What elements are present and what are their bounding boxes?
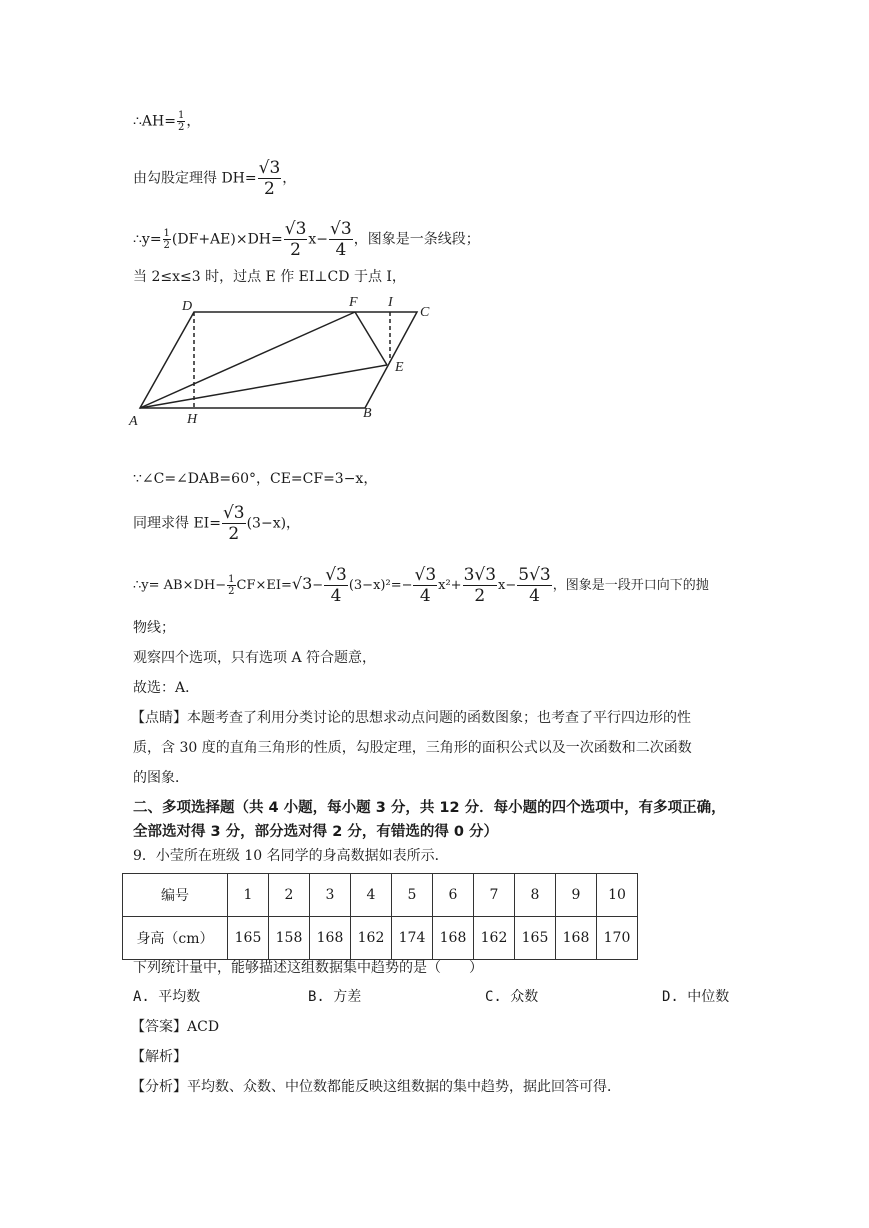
table-cell: 10 (597, 874, 638, 917)
segment-fe (355, 312, 387, 365)
line-observe: 观察四个选项，只有选项 A 符合题意， (133, 650, 377, 666)
option-d: D. 中位数 (662, 989, 730, 1005)
table-cell: 3 (310, 874, 351, 917)
question-9: 9．小莹所在班级 10 名同学的身高数据如表所示． (133, 848, 449, 864)
table-cell: 158 (269, 917, 310, 960)
table-cell: 6 (433, 874, 474, 917)
table-cell: 9 (556, 874, 597, 917)
table-cell: 168 (556, 917, 597, 960)
line-choose: 故选：A． (133, 680, 200, 696)
line-comment-1: 【点睛】本题考查了利用分类讨论的思想求动点问题的函数图象；也考查了平行四边形的性 (131, 710, 691, 726)
line-ei: 同理求得 EI= $\frac{√3}{2}$ (3−x)， (133, 503, 301, 544)
table-row-label: 身高（cm） (123, 917, 228, 960)
question-9-prompt: 下列统计量中，能够描述这组数据集中趋势的是（ ） (133, 960, 483, 976)
analysis-text: 【分析】平均数、众数、中位数都能反映这组数据的集中趋势，据此回答可得． (131, 1079, 621, 1095)
fraction: $\frac{1}{2}$ (163, 228, 170, 251)
text: ∴AH= (133, 113, 176, 130)
label-c: C (420, 305, 430, 320)
table-row (123, 917, 638, 960)
label-e: E (395, 360, 404, 375)
segment-af (140, 312, 355, 408)
line-dh: 由勾股定理得 DH= $\frac{√3}{2}$ ， (133, 158, 297, 199)
fraction: $\frac{√3}{4}$ (330, 219, 352, 260)
table-cell: 165 (515, 917, 556, 960)
table-cell: 174 (392, 917, 433, 960)
fraction: $\frac{1}{2}$ (228, 574, 235, 597)
table-cell: 7 (474, 874, 515, 917)
label-d: D (182, 299, 193, 314)
analysis-heading: 【解析】 (131, 1049, 187, 1065)
line-y-linear: ∴y= $\frac{1}{2}$ (DF+AE)×DH= $\frac{√3}{2}$ x− $\frac{√3}{4}$ ，图象是一条线段； (133, 219, 480, 260)
parallelogram-figure (125, 290, 445, 430)
table-cell: 168 (310, 917, 351, 960)
table-header-label: 编号 (123, 874, 228, 917)
table-cell: 162 (351, 917, 392, 960)
section-heading-2: 全部选对得 3 分，部分选对得 2 分，有错选的得 0 分） (133, 824, 499, 840)
height-table (122, 873, 638, 960)
table-cell: 170 (597, 917, 638, 960)
fraction: $\frac{√3}{2}$ (258, 158, 281, 199)
table-cell: 4 (351, 874, 392, 917)
fraction: $\frac{1}{2}$ (177, 110, 185, 133)
answer-line: 【答案】ACD (131, 1019, 220, 1035)
line-ah: ∴AH= $\frac{1}{2}$ ， (133, 110, 201, 133)
label-b: B (363, 406, 372, 421)
table-cell: 168 (433, 917, 474, 960)
line-angles: ∵∠C=∠DAB=60°，CE=CF=3−x， (133, 471, 378, 487)
table-cell: 1 (228, 874, 269, 917)
segment-ae (140, 365, 387, 408)
table-cell: 5 (392, 874, 433, 917)
label-f: F (349, 295, 358, 310)
parallelogram-abcd (140, 312, 417, 408)
label-a: A (129, 414, 138, 429)
option-c: C. 众数 (485, 989, 539, 1005)
table-row (123, 874, 638, 917)
line-comment-3: 的图象． (133, 770, 189, 786)
fraction: $\frac{5√3}{4}$ (518, 565, 551, 606)
fraction: $\frac{√3}{2}$ (222, 503, 245, 544)
line-case: 当 2≤x≤3 时，过点 E 作 EI⊥CD 于点 I， (133, 269, 406, 285)
table-cell: 8 (515, 874, 556, 917)
line-y-quadratic: ∴y= AB×DH− $\frac{1}{2}$ CF×EI=√3− $\frac{√3}{4}$ (3−x)²=− $\frac{√3}{4}$ x²+ $\frac{3√3}{2}$ x− $\frac{5√3}{4}$ ，图象是一段开口向下的抛 (133, 565, 709, 606)
line-comment-2: 质，含 30 度的直角三角形的性质，勾股定理，三角形的面积公式以及一次函数和二次函数 (133, 740, 692, 756)
fraction: $\frac{√3}{4}$ (325, 565, 347, 606)
fraction: $\frac{3√3}{2}$ (463, 565, 497, 606)
table-cell: 162 (474, 917, 515, 960)
table-cell: 2 (269, 874, 310, 917)
section-heading-1: 二、多项选择题（共 4 小题，每小题 3 分，共 12 分．每小题的四个选项中，有多项正确， (133, 800, 726, 816)
fraction: $\frac{√3}{2}$ (284, 219, 307, 260)
table-cell: 165 (228, 917, 269, 960)
line-parabola: 物线； (133, 620, 175, 636)
label-h: H (187, 412, 198, 427)
fraction: $\frac{√3}{4}$ (414, 565, 437, 606)
option-b: B. 方差 (308, 989, 362, 1005)
option-a: A. 平均数 (133, 989, 201, 1005)
label-i: I (388, 295, 393, 310)
